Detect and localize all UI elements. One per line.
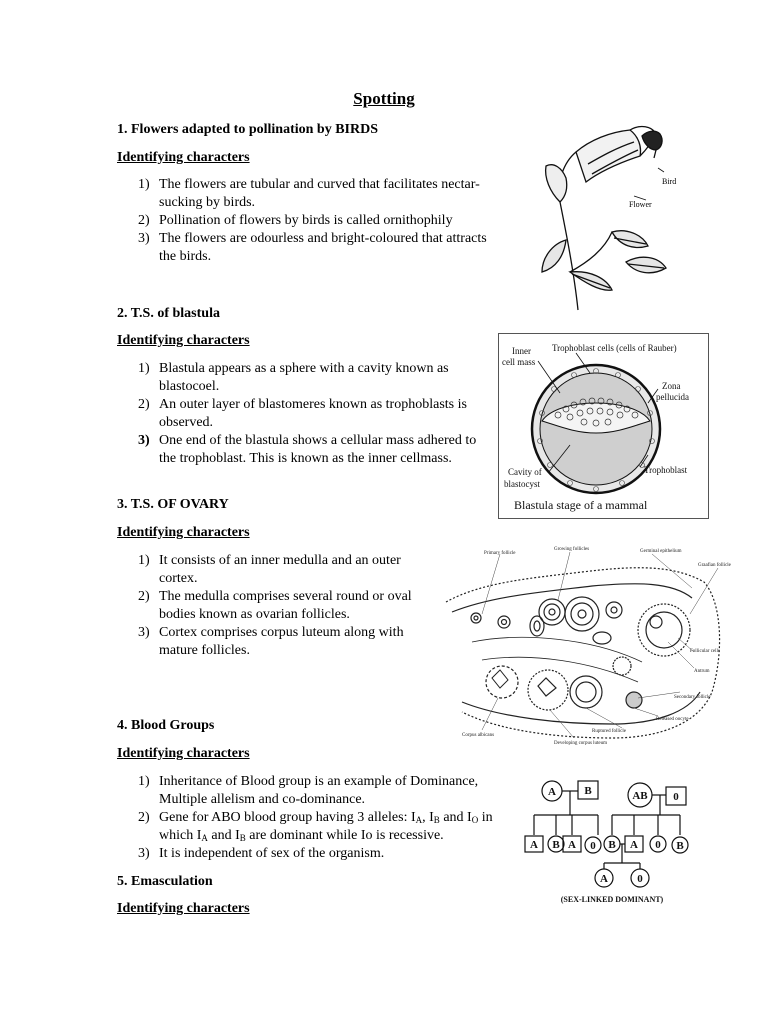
section-3-list [117,552,427,660]
section-2-list [117,360,487,468]
parent-AB: AB [632,790,648,802]
list-item: 1) The flowers are tubular and curved that facilitates nectar-sucking by birds. [138,177,480,210]
pedigree-caption: (SEX-LINKED DOMINANT) [560,895,664,904]
child-7: 0 [655,839,661,851]
germinal-epithelium-label: Germinal epithelium [640,549,682,554]
corpus-albicans-label: Corpus albicans [462,733,495,738]
grandchild-1: A [600,873,608,885]
blastula-diagram [498,333,709,519]
child-1: A [530,839,538,851]
flower-label: Flower [629,200,652,209]
growing-follicles-label: Growing follicles [554,547,590,552]
blastula-caption: Blastula stage of a mammal [514,498,648,512]
cavity-of-label: Cavity of [508,467,542,477]
graafian-follicle-label: Graafian follicle [698,563,731,568]
list-item: 3) It is independent of sex of the organism. [138,846,385,861]
trophoblast-cells-label: Trophoblast cells (cells of Rauber) [552,343,677,353]
zona-label: Zona [662,381,681,391]
secondary-follicle-label: Secondary follicle [674,695,711,700]
list-item: 2) An outer layer of blastomeres known as trophoblasts is observed. [138,397,467,430]
section-2-subheading: Identifying characters [117,333,250,348]
section-3-subheading: Identifying characters [117,525,250,540]
trophoblast-label: Trophoblast [644,465,688,475]
bird-label: Bird [662,177,677,186]
antrum-label: Antrum [694,669,710,674]
page-title: Spotting [353,89,415,108]
child-6: A [630,839,638,851]
child-8: B [676,840,684,852]
list-item: 1) Blastula appears as a sphere with a cavity known as blastocoel. [138,361,449,394]
bird-flower-illustration [530,122,690,312]
section-4-subheading: Identifying characters [117,746,250,761]
ovary-diagram [442,542,732,747]
section-5-heading: 5. Emasculation [117,874,213,889]
list-item: 2) The medulla comprises several round or oval bodies known as ovarian follicles. [138,589,412,622]
pedigree-chart [522,775,702,907]
list-item: 2) Gene for ABO blood group having 3 alleles: $I_A$, $I_B$ and $I_O$ in which $I_A$ and $I_B$ are dominant while Io is recessive. [138,810,493,843]
section-4-list [117,773,512,863]
list-item: 1) Inheritance of Blood group is an example of Dominance, Multiple allelism and co-dominance. [138,774,479,807]
parent-A: A [548,786,556,798]
child-2: B [552,839,560,851]
child-3: A [568,839,576,851]
section-1-list [117,176,502,266]
pellucida-label: pellucida [656,392,689,402]
child-5: B [608,839,616,851]
released-oocyte-label: Released oocyte [656,717,689,722]
list-item: 3) One end of the blastula shows a cellular mass adhered to the trophoblast. This is known as the inner cellmass. [138,433,477,466]
blastocyst-label: blastocyst [504,479,540,489]
section-3-heading: 3. T.S. OF OVARY [117,497,229,512]
cell-mass-label: cell mass [502,357,536,367]
grandchild-2: 0 [637,873,643,885]
list-item: 1) It consists of an inner medulla and an outer cortex. [138,553,401,586]
section-2-heading: 2. T.S. of blastula [117,306,220,321]
section-4-heading: 4. Blood Groups [117,718,215,733]
ruptured-follicle-label: Ruptured follicle [592,729,627,734]
parent-B: B [584,785,592,797]
child-4: 0 [590,840,596,852]
list-item: 3) The flowers are odourless and bright-coloured that attracts the birds. [138,231,487,264]
inner-label: Inner [512,346,531,356]
primary-follicle-label: Primary follicle [484,551,516,556]
parent-0: 0 [673,791,679,803]
section-5-subheading: Identifying characters [117,901,250,916]
section-1-subheading: Identifying characters [117,150,250,165]
section-1-heading: 1. Flowers adapted to pollination by BIRDS [117,122,378,137]
list-item: 2) Pollination of flowers by birds is called ornithophily [138,213,453,228]
follicular-cells-label: Follicular cells [690,649,720,654]
developing-corpus-luteum-label: Developing corpus luteum [554,741,608,746]
list-item: 3) Cortex comprises corpus luteum along with mature follicles. [138,625,404,658]
